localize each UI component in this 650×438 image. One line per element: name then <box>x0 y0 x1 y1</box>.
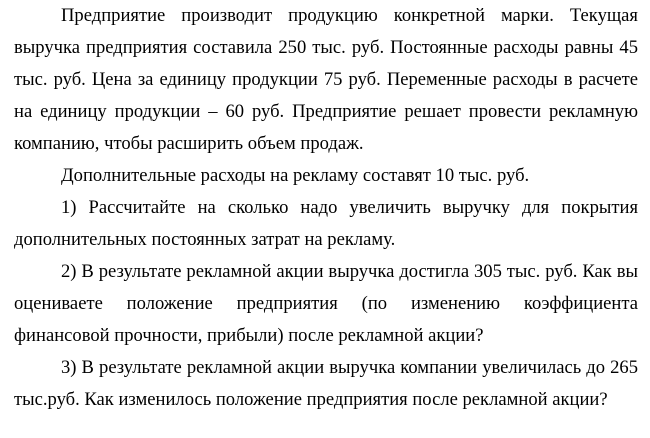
advertising-cost-paragraph: Дополнительные расходы на рекламу составят 10 тыс. руб. <box>61 165 530 186</box>
question-2-paragraph: 2) В результате рекламной акции выручка достигла 305 тыс. руб. Как вы оцениваете положение предприятия (по изменению коэффициента финансовой прочности, прибыли) после рекламной акции? <box>14 261 638 346</box>
question-1-paragraph: 1) Рассчитайте на сколько надо увеличить выручку для покрытия дополнительных постоянных затрат на рекламу. <box>14 197 638 250</box>
document-page <box>14 0 638 416</box>
problem-statement-paragraph: Предприятие производит продукцию конкретной марки. Текущая выручка предприятия составила 250 тыс. руб. Постоянные расходы равны 45 тыс. руб. Цена за единицу продукции 75 руб. Переменные расходы в расчете на единицу продукции – 60 руб. Предприятие решает провести рекламную компанию, чтобы расширить объем продаж. <box>14 5 638 154</box>
question-3-paragraph: 3) В результате рекламной акции выручка компании увеличилась до 265 тыс.руб. Как изменилось положение предприятия после рекламной акции? <box>14 357 638 410</box>
